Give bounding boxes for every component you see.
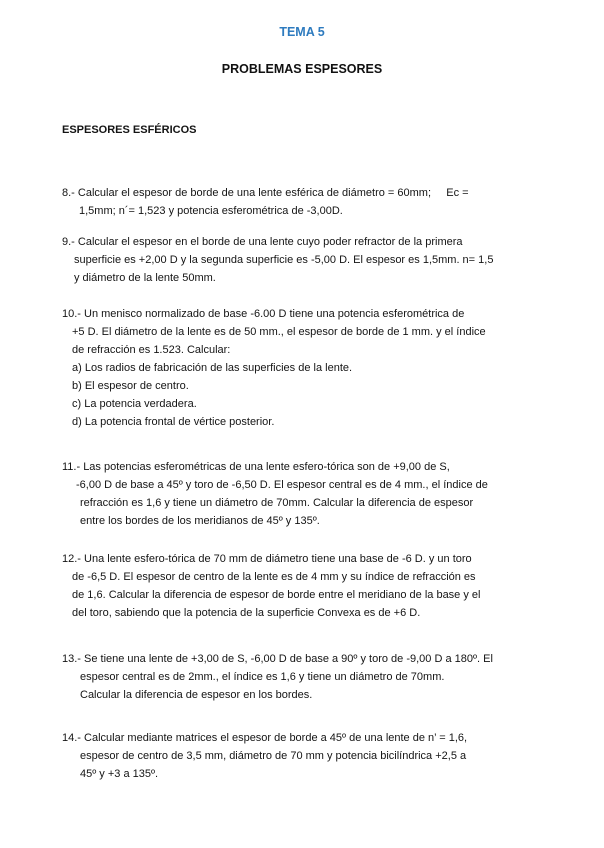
problem-line: espesor de centro de 3,5 mm, diámetro de 70 mm y potencia bicilíndrica +2,5 a: [80, 750, 467, 762]
problem-line: d) La potencia frontal de vértice posterior.: [72, 416, 275, 428]
problem-13: [62, 650, 493, 704]
problem-line: del toro, sabiendo que la potencia de la superficie Convexa es de +6 D.: [72, 607, 421, 619]
problem-line: 9.- Calcular el espesor en el borde de una lente cuyo poder refractor de la primera: [62, 236, 463, 248]
problem-line: y diámetro de la lente 50mm.: [74, 272, 216, 284]
problem-10: [62, 305, 486, 431]
problem-line: de -6,5 D. El espesor de centro de la lente es de 4 mm y su índice de refracción es: [72, 571, 476, 583]
problem-8: [62, 184, 469, 220]
problem-line: 10.- Un menisco normalizado de base -6.00 D tiene una potencia esferométrica de: [62, 308, 465, 320]
problem-11: [62, 458, 488, 530]
problem-line: de 1,6. Calcular la diferencia de espesor de borde entre el meridiano de la base y el: [72, 589, 481, 601]
tema-heading: TEMA 5: [279, 25, 325, 39]
problem-line: 13.- Se tiene una lente de +3,00 de S, -6,00 D de base a 90º y toro de -9,00 D a 180º. El: [62, 653, 493, 665]
problem-line: 8.- Calcular el espesor de borde de una lente esférica de diámetro = 60mm; Ec =: [62, 187, 469, 199]
problem-line: -6,00 D de base a 45º y toro de -6,50 D. El espesor central es de 4 mm., el índice de: [76, 479, 488, 491]
problem-9: [62, 233, 493, 287]
problem-line: Calcular la diferencia de espesor en los bordes.: [80, 689, 313, 701]
problem-14: [62, 729, 467, 783]
problem-line: c) La potencia verdadera.: [72, 398, 197, 410]
problem-line: 45º y +3 a 135º.: [80, 768, 159, 780]
problem-line: refracción es 1,6 y tiene un diámetro de 70mm. Calcular la diferencia de espesor: [80, 497, 474, 509]
problem-line: entre los bordes de los meridianos de 45º y 135º.: [80, 515, 320, 527]
section-heading: ESPESORES ESFÉRICOS: [62, 124, 197, 136]
problem-12: [62, 550, 480, 622]
problem-line: +5 D. El diámetro de la lente es de 50 mm., el espesor de borde de 1 mm. y el índice: [72, 326, 486, 338]
problem-line: 14.- Calcular mediante matrices el espesor de borde a 45º de una lente de n’ = 1,6,: [62, 732, 468, 744]
problem-line: superficie es +2,00 D y la segunda superficie es -5,00 D. El espesor es 1,5mm. n= 1,5: [74, 254, 494, 266]
problem-line: 1,5mm; n´= 1,523 y potencia esferométrica de -3,00D.: [79, 205, 343, 217]
problem-line: a) Los radios de fabricación de las superficies de la lente.: [72, 362, 353, 374]
problem-line: de refracción es 1.523. Calcular:: [72, 344, 231, 356]
document-title: PROBLEMAS ESPESORES: [221, 62, 383, 76]
problem-line: espesor central es de 2mm., el índice es 1,6 y tiene un diámetro de 70mm.: [80, 671, 445, 683]
problem-line: b) El espesor de centro.: [72, 380, 189, 392]
problem-line: 11.- Las potencias esferométricas de una lente esfero-tórica son de +9,00 de S,: [62, 461, 450, 473]
problem-line: 12.- Una lente esfero-tórica de 70 mm de diámetro tiene una base de -6 D. y un toro: [62, 553, 472, 565]
